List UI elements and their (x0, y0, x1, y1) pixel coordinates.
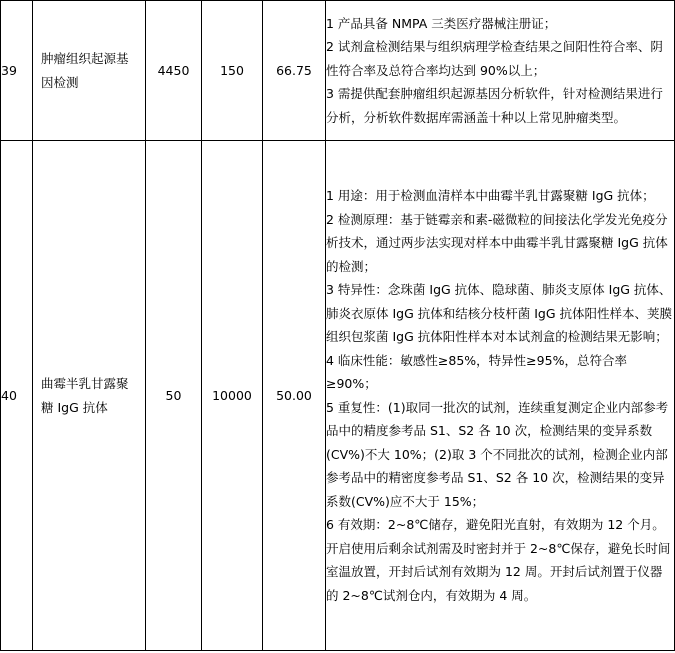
table-row (1, 1, 675, 141)
table-row (1, 141, 675, 651)
product-name: 曲霉半乳甘露聚糖 IgG 抗体 (41, 376, 129, 415)
spec-line: 1 产品具备 NMPA 三类医疗器械注册证； (326, 15, 557, 31)
spec-line: 3 特异性：念珠菌 IgG 抗体、隐球菌、肺炎支原体 IgG 抗体、肺炎衣原体 IgG 抗体和结核分枝杆菌 IgG 抗体阳性样本、荚膜组织包浆菌 IgG 抗体阳性样本对本试剂盒的检测结果无影响； (326, 282, 673, 344)
value-cell-3: 66.75 (263, 1, 326, 141)
value-cell-1: 50 (146, 141, 202, 651)
spec-line: 4 临床性能：敏感性≥85%，特异性≥95%，总符合率≥90%； (326, 352, 627, 391)
value-cell-2: 10000 (202, 141, 263, 651)
spec-line: 3 需提供配套肿瘤组织起源基因分析软件，针对检测结果进行分析，分析软件数据库需涵盖十种以上常见肿瘤类型。 (326, 86, 663, 125)
product-name: 肿瘤组织起源基因检测 (41, 51, 129, 90)
row-number: 39 (1, 1, 33, 141)
spec-line: 5 重复性：(1)取同一批次的试剂，连续重复测定企业内部参考品中的精度参考品 S1、S2 各 10 次，检测结果的变异系数(CV%)不大 10%；(2)取 3 个不同批次的试剂，检测企业内部参考品中的精密度参考品 S1、S2 各 10 次，检测结果的变异系数(CV%)应不大于 15%； (326, 399, 669, 509)
spec-cell (326, 1, 675, 141)
spec-line: 2 检测原理：基于链霉亲和素-磁微粒的间接法化学发光免疫分析技术，通过两步法实现对样本中曲霉半乳甘露聚糖 IgG 抗体的检测； (326, 211, 668, 274)
value-cell-2: 150 (202, 1, 263, 141)
product-name-cell (33, 141, 146, 651)
product-name-cell (33, 1, 146, 141)
spec-cell (326, 141, 675, 651)
spec-line: 6 有效期：2~8℃储存，避免阳光直射，有效期为 12 个月。开启使用后剩余试剂需及时密封并于 2~8℃保存，避免长时间室温放置，开封后试剂有效期为 12 周。开封后试剂置于仪器的 2~8℃试剂仓内，有效期为 4 周。 (326, 517, 671, 603)
spec-line: 1 用途：用于检测血清样本中曲霉半乳甘露聚糖 IgG 抗体； (326, 188, 655, 203)
value-cell-3: 50.00 (263, 141, 326, 651)
spec-line: 2 试剂盒检测结果与组织病理学检查结果之间阳性符合率、阴性符合率及总符合率均达到 90%以上； (326, 39, 663, 78)
value-cell-1: 4450 (146, 1, 202, 141)
row-number: 40 (1, 141, 33, 651)
